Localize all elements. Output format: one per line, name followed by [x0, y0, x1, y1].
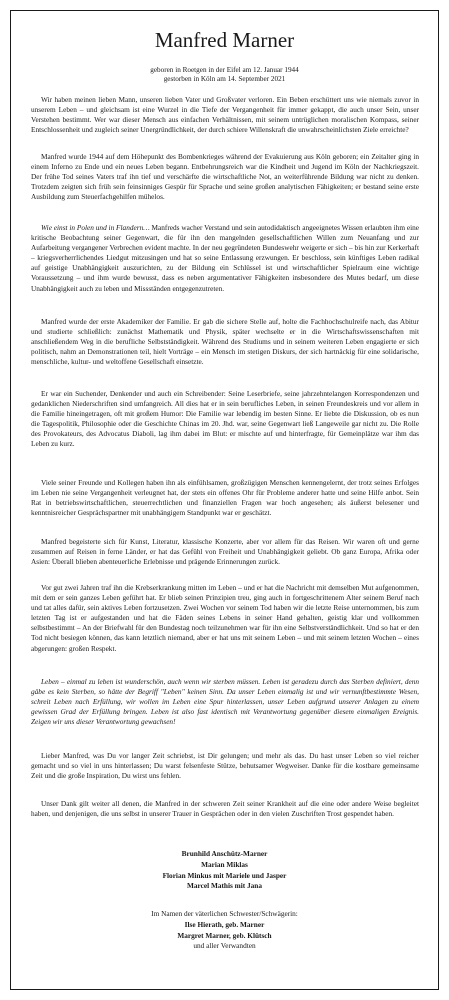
- paragraph-thanks: Unser Dank gilt weiter all denen, die Manfred in der schweren Zeit seiner Krankheit auf die eine oder andere Weise begleitet haben, und denjenigen, die uns selbst in unserer Trauer in Gesprächen oder in den vielen Zuschriften Trost gespendet haben.: [31, 799, 419, 819]
- sibling-signatures: [11, 909, 438, 952]
- siblings-intro: Im Namen der väterlichen Schwester/Schwägerin:: [151, 909, 298, 918]
- paragraph-travel: Manfred begeisterte sich für Kunst, Literatur, klassische Konzerte, aber vor allem für das Reisen. Wir waren oft und gerne zusammen auf Reisen in ferne Länder, er hat das Gefühl von Freiheit und Unabhängigkeit geliebt. Ob ganz Europa, Afrika oder Asien: Überall blieben abenteuerliche Erlebnisse und prägende Erinnerungen zurück.: [31, 537, 419, 567]
- signature-name: Brunhild Anschütz-Marner: [181, 849, 268, 858]
- paragraph-farewell: Lieber Manfred, was Du vor langer Zeit schriebst, ist Dir gelungen; und mehr als das. Du hast unser Leben so viel reicher gemacht und so viel in uns hinterlassen; Du warst felsenfeste Stütze, behutsamer Wegweiser. Danke für die kostbare gemeinsame Zeit und die große Inspiration, Du wirst uns fehlen.: [31, 751, 419, 781]
- paragraph-illness: Vor gut zwei Jahren traf ihn die Krebserkrankung mitten im Leben – und er hat die Nachricht mit demselben Mut aufgenommen, mit dem er sein ganzes Leben geführt hat. Er blieb seinen Prinzipien treu, ging auch in fortgeschrittenem Alter seinem Beruf nach und tat alles dafür, sein aktives Leben fortzusetzen. Zwei Wochen vor seinem Tod haben wir die letzte Reise unternommen, bis zum letzten Tag ist er aufgestanden und hat die Fäden seines Lebens in seiner Hand gehalten, geistig klar und vollkommen selbstbestimmt – An der Briefwahl für den Bundestag noch teilzunehmen war für ihn eine Selbstverständlichkeit. Und so hat er den Tod nicht besiegen können, das kann letztlich niemand, aber er hat uns mit seinem Leben – und mit seinem letzten Wochen – eines abgerungen: großen Respekt.: [31, 583, 419, 653]
- signature-name: Ilse Hierath, geb. Marner: [184, 919, 265, 929]
- paragraph-loss: Wir haben meinen lieben Mann, unseren lieben Vater und Großvater verloren. Ein Beben erschüttert uns wie niemals zuvor in unserem Leben – und gleichsam ist eine Wurzel in die Tiefe der Vergangenheit für immer gekappt, die auch unser Sein, unser Verstehen bestimmt. Wer war dieser Mensch aus einfachen Verhältnissen, mit seinem untrüglichen moralischen Kompass, seiner Entschlossenheit und zugleich seiner Unergründlichkeit, der durch schiere Willenskraft die unwahrscheinlichsten Ziele erreichte?: [31, 95, 419, 135]
- deceased-name: Manfred Marner: [154, 28, 295, 52]
- paragraph-quote-leben: Leben – einmal zu leben ist wunderschön, auch wenn wir sterben müssen. Leben ist geradezu durch das Sterben definiert, denn gäbe es kein Sterben, so hätte der Begriff "Leben" keinen Sinn. Da unser Leben einmalig ist und wir vernunftbestimmte Wesen, schreit Leben nach Erfüllung, wir wollen im Leben eine Spur hinterlassen, unser Leben aufgrund unserer Anlagen zu einem gewissen Grad der Erfüllung bringen. Leben ist also fast identisch mit Verantwortung gegenüber diesem einmaligen Ereignis. Zeigen wir uns dieser Verantwortung gewachsen!: [31, 677, 419, 727]
- paragraph-writer: Er war ein Suchender, Denkender und auch ein Schreibender: Seine Leserbriefe, seine jahrzehntelangen Korrespondenzen und gedanklichen Niederschriften sind umfangreich. All dies hat er in sein berufliches Leben, in seinen Freundeskreis und vor allem in die Familie hineingetragen, oft mit großem Humor: Die Familie war lebendig im besten Sinne. Er liebte die Diskussion, ob es nun die Tagespolitik, Philosophie oder die Geschichte Chinas im 20. Jhd. war, seine Gegenwart ließ Langeweile gar nicht zu. Die Rolle des Provokateurs, des Advocatus Diaboli, lag ihm dabei im Blut: er mischte auf und hinterfragte, für Gemeinplätze war ihm das Leben zu kurz.: [31, 389, 419, 449]
- death-line: gestorben in Köln am 14. September 2021: [163, 75, 286, 83]
- paragraph-childhood: Manfred wurde 1944 auf dem Höhepunkt des Bombenkrieges während der Evakuierung aus Köln geboren; ein Zeitalter ging in einem Inferno zu Ende und ein neues Leben begann. Entbehrungsreich war die Kindheit und Jugend im Köln der Nachkriegszeit. Der frühe Tod seines Vaters traf ihn tief und verschärfte die wirtschaftliche Not, an weiterführende Bildung war nicht zu denken. Trotzdem zeigten sich früh sein feinsinniges Gespür für Sprache und seine großen analytischen Fähigkeiten; er bestand seine erste Ausbildung zum Steuerfachgehilfen mühelos.: [31, 152, 419, 202]
- paragraph-bundeswehr: Wie einst in Polen und in Flandern… Manfreds wacher Verstand und sein autodidaktisch angeeignetes Wissen erlaubten ihm eine kritische Beobachtung seiner Gegenwart, die für ihn den mangelnden gesellschaftlichen Willen zum Neuanfang und zur Aufarbeitung vergangener Verbrechen evident machte. In der neu gegründeten Bundeswehr weigerte er sich – bis hin zur Kerkerhaft – kriegsverherrlichendes Liedgut mitzusingen und hat so seine Entlassung erzwungen. Er beschloss, sein künftiges Leben radikal auf geistige Unabhängigkeit auszurichten, zu der Bildung ein Schlüssel ist und wirtschaftlicher Spielraum eine wichtige Voraussetzung – und ihm wurde bewusst, dass es neben argumentativer Fähigkeiten insbesondere des Mutes bedarf, um diese Unabhängigkeit auch zu leben und Missständen entgegenzutreten.: [31, 223, 419, 293]
- signature-name: Margret Marner, geb. Klütsch: [177, 930, 272, 940]
- signature-name: Marcel Mathis mit Jana: [186, 881, 263, 891]
- paragraph-academic: Manfred wurde der erste Akademiker der Familie. Er gab die sichere Stelle auf, holte die Fachhochschulreife nach, das Abitur und studierte schließlich: zunächst Mathematik und Physik, später wechselte er in die Wirtschaftswissenschaften mit anschließendem Weg in die berufliche Selbstständigkeit. Während des Studiums und in seinem weiteren Leben engagierte er sich politisch, nahm an Demonstrationen teil, hielt Vorträge – ein Mensch im stetigen Diskurs, der sich hartnäckig für eine solidarische, menschliche, kultur- und weltoffene Gesellschaft einsetzte.: [31, 317, 419, 367]
- signature-name: Florian Minkus mit Mariele und Jasper: [162, 870, 287, 880]
- obituary-notice: [10, 10, 439, 990]
- paragraph-friends: Viele seiner Freunde und Kollegen haben ihn als einfühlsamen, großzügigen Menschen kennengelernt, der trotz seines Erfolges im Leben nie seine Vergangenheit verleugnet hat, der stets ein offenes Ohr für Probleme anderer hatte und seine Hilfe anbot. Sein Rat in betriebswirtschaftlichen, steuerrechtlichen und finanziellen Fragen war hoch angesehen; als äußerst belesener und kenntnisreicher Gesprächspartner mit unabhängigem Standpunkt war er geschätzt.: [31, 478, 419, 518]
- paragraph-lead-quote: Wie einst in Polen und in Flandern…: [41, 223, 150, 232]
- closing-line: und aller Verwandten: [193, 941, 256, 951]
- signature-name: Marian Miklas: [201, 859, 248, 869]
- birth-line: geboren in Roetgen in der Eifel am 12. Januar 1944: [150, 66, 299, 74]
- family-signatures: [11, 849, 438, 892]
